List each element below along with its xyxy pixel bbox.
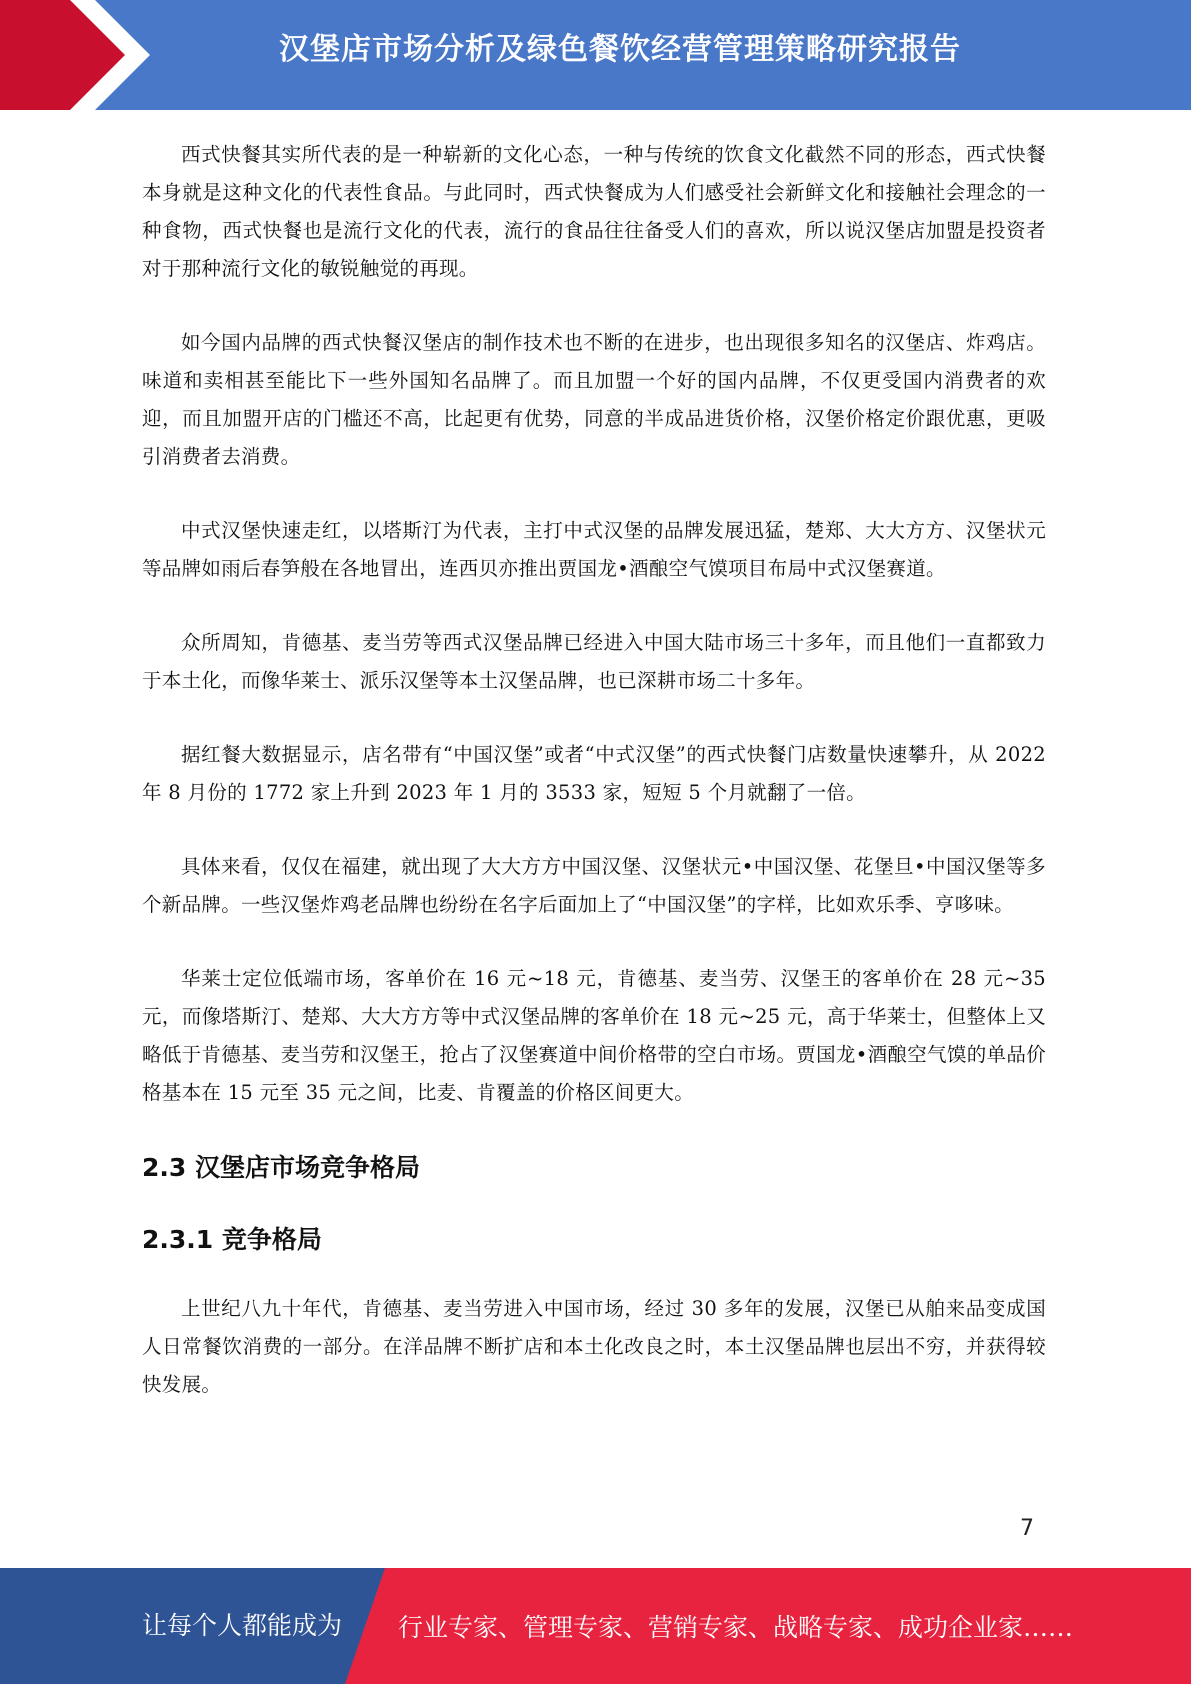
report-title: 汉堡店市场分析及绿色餐饮经营管理策略研究报告	[279, 32, 961, 67]
page-header	[0, 0, 1191, 110]
body-paragraph: 西式快餐其实所代表的是一种崭新的文化心态，一种与传统的饮食文化截然不同的形态，西式快餐本身就是这种文化的代表性食品。与此同时，西式快餐成为人们感受社会新鲜文化和接触社会理念的一种食物，西式快餐也是流行文化的代表，流行的食品往往备受人们的喜欢，所以说汉堡店加盟是投资者对于那种流行文化的敏锐触觉的再现。	[142, 143, 1046, 280]
body-paragraph: 如今国内品牌的西式快餐汉堡店的制作技术也不断的在进步，也出现很多知名的汉堡店、炸鸡店。味道和卖相甚至能比下一些外国知名品牌了。而且加盟一个好的国内品牌，不仅更受国内消费者的欢迎，而且加盟开店的门槛还不高，比起更有优势，同意的半成品进货价格，汉堡价格定价跟优惠，更吸引消费者去消费。	[142, 331, 1046, 468]
body-paragraph: 具体来看，仅仅在福建，就出现了大大方方中国汉堡、汉堡状元•中国汉堡、花堡旦•中国汉堡等多个新品牌。一些汉堡炸鸡老品牌也纷纷在名字后面加上了“中国汉堡”的字样，比如欢乐季、亨哆味。	[142, 855, 1046, 916]
body-paragraph: 中式汉堡快速走红，以塔斯汀为代表，主打中式汉堡的品牌发展迅猛，楚郑、大大方方、汉堡状元等品牌如雨后春笋般在各地冒出，连西贝亦推出贾国龙•酒酿空气馍项目布局中式汉堡赛道。	[142, 519, 1046, 580]
footer-slogan-left: 让每个人都能成为	[142, 1611, 343, 1640]
subsection-heading: 2.3.1 竞争格局	[142, 1225, 322, 1254]
page-footer	[0, 1568, 1191, 1684]
section-heading: 2.3 汉堡店市场竞争格局	[142, 1153, 420, 1182]
body-paragraph: 华莱士定位低端市场，客单价在 16 元~18 元，肯德基、麦当劳、汉堡王的客单价在 28 元~35 元，而像塔斯汀、楚郑、大大方方等中式汉堡品牌的客单价在 18 元~25 元，高于华莱士，但整体上又略低于肯德基、麦当劳和汉堡王，抢占了汉堡赛道中间价格带的空白市场。贾国龙•酒酿空气馍的单品价格基本在 15 元至 35 元之间，比麦、肯覆盖的价格区间更大。	[142, 967, 1046, 1104]
header-arrow-icon	[0, 0, 160, 110]
body-paragraph: 众所周知，肯德基、麦当劳等西式汉堡品牌已经进入中国大陆市场三十多年，而且他们一直都致力于本土化，而像华莱士、派乐汉堡等本土汉堡品牌，也已深耕市场二十多年。	[142, 631, 1046, 692]
page-number: 7	[1020, 1516, 1034, 1541]
body-paragraph: 上世纪八九十年代，肯德基、麦当劳进入中国市场，经过 30 多年的发展，汉堡已从舶来品变成国人日常餐饮消费的一部分。在洋品牌不断扩店和本土化改良之时，本土汉堡品牌也层出不穷，并获得较快发展。	[142, 1297, 1046, 1396]
body-paragraph: 据红餐大数据显示，店名带有“中国汉堡”或者“中式汉堡”的西式快餐门店数量快速攀升，从 2022 年 8 月份的 1772 家上升到 2023 年 1 月的 3533 家，短短 5 个月就翻了一倍。	[142, 743, 1046, 804]
footer-slogan-right: 行业专家、管理专家、营销专家、战略专家、成功企业家……	[398, 1613, 1074, 1642]
document-body	[142, 136, 1046, 1440]
